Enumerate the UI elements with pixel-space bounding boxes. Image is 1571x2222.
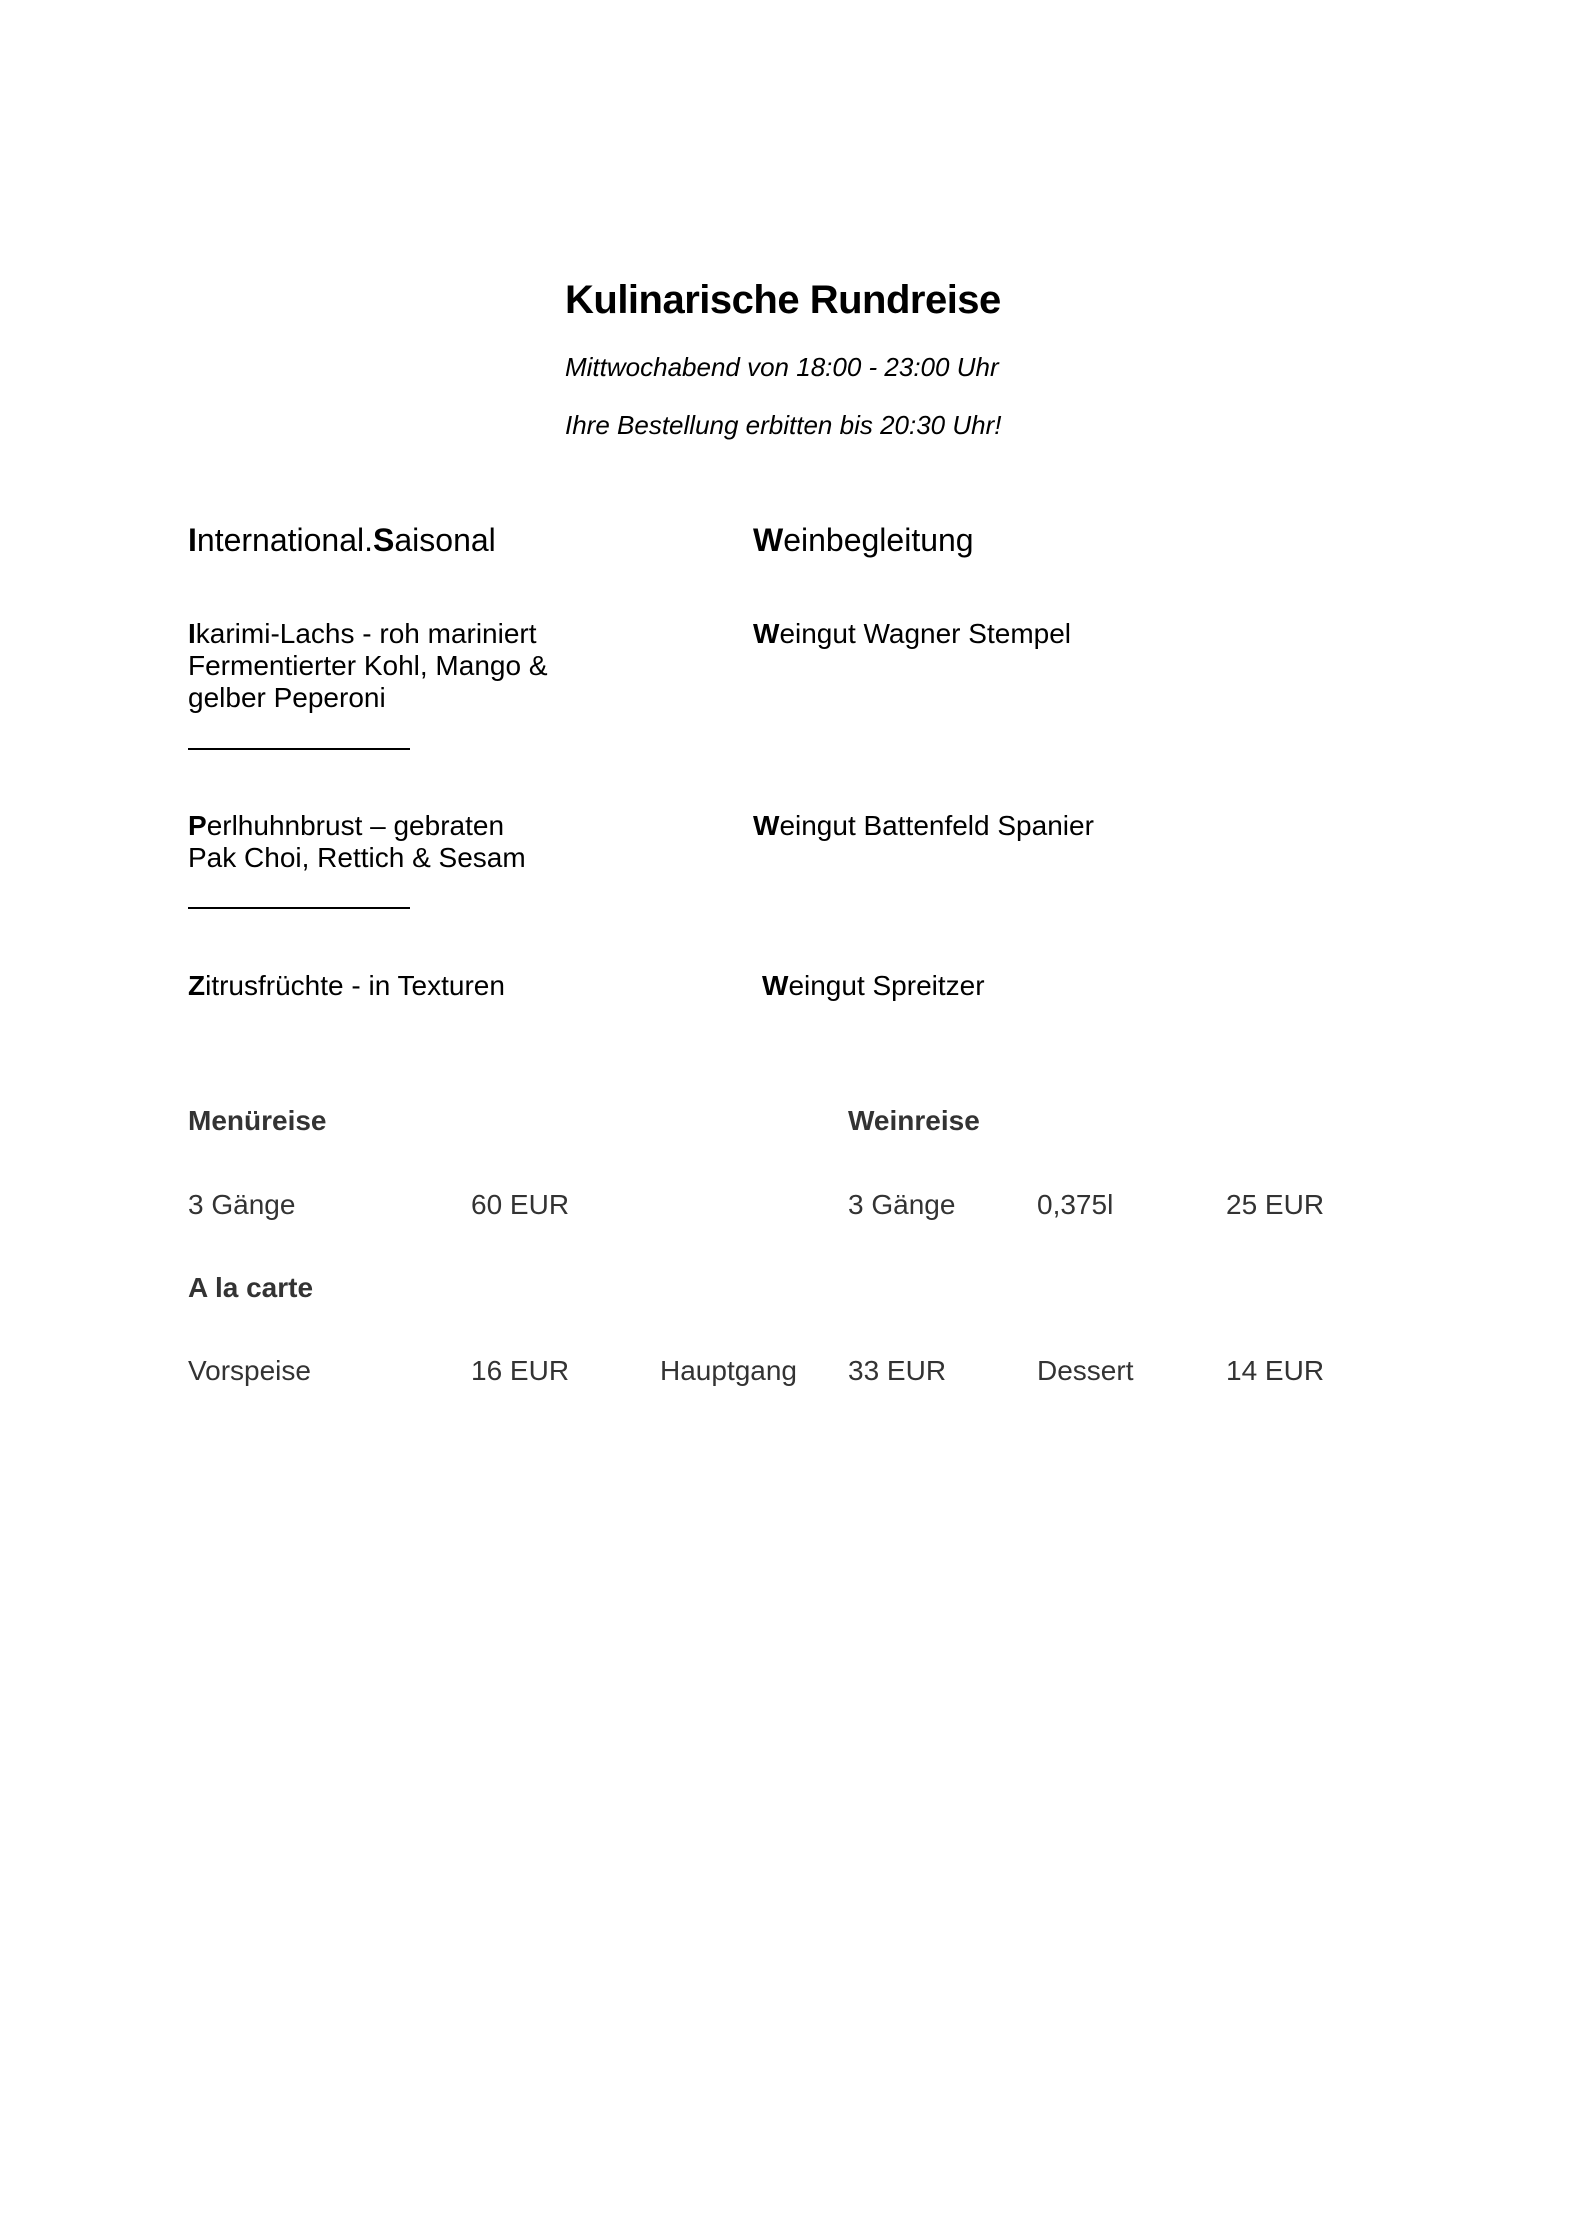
menu-trip-price: 60 EUR: [471, 1189, 570, 1220]
menu-heading-part-2: aisonal: [394, 522, 496, 558]
menu-heading-initial-1: I: [188, 522, 197, 558]
course-1-description-line-2: gelber Peperoni: [188, 682, 386, 713]
dessert-price: 14 EUR: [1226, 1355, 1325, 1386]
page-title: Kulinarische Rundreise: [565, 278, 1001, 322]
menu-heading-part-1: nternational.: [196, 522, 374, 558]
course-2: [188, 810, 526, 874]
course-1-description-line-1: Fermentierter Kohl, Mango &: [188, 650, 548, 681]
wine-pairing-3: [762, 970, 985, 1002]
wine-heading-initial: W: [753, 522, 784, 558]
wine-pairing-1: [753, 618, 1071, 650]
menu-heading-initial-2: S: [373, 522, 395, 558]
wine-pairing-1-rest: eingut Wagner Stempel: [779, 618, 1072, 649]
wine-trip-heading: Weinreise: [848, 1105, 980, 1136]
course-1-name-rest: karimi-Lachs - roh mariniert: [195, 618, 537, 649]
order-deadline-note: Ihre Bestellung erbitten bis 20:30 Uhr!: [565, 410, 1002, 440]
menu-trip-heading: Menüreise: [188, 1105, 327, 1136]
course-1: [188, 618, 548, 714]
wine-trip-courses: 3 Gänge: [848, 1189, 956, 1220]
starter-price: 16 EUR: [471, 1355, 570, 1386]
course-divider-1: [188, 748, 410, 750]
course-2-initial: P: [188, 810, 207, 841]
opening-hours: Mittwochabend von 18:00 - 23:00 Uhr: [565, 352, 999, 382]
course-2-description-line-1: Pak Choi, Rettich & Sesam: [188, 842, 526, 873]
wine-pairing-1-initial: W: [753, 618, 780, 649]
starter-label: Vorspeise: [188, 1355, 311, 1386]
menu-trip-courses: 3 Gänge: [188, 1189, 296, 1220]
course-3-name-rest: itrusfrüchte - in Texturen: [205, 970, 505, 1001]
dessert-label: Dessert: [1037, 1355, 1134, 1386]
course-2-name-rest: erlhuhnbrust – gebraten: [206, 810, 505, 841]
course-1-initial: I: [188, 618, 196, 649]
wine-trip-price: 25 EUR: [1226, 1189, 1325, 1220]
wine-pairing-2: [753, 810, 1094, 842]
course-divider-2: [188, 907, 410, 909]
course-2-name: [188, 810, 526, 842]
wine-pairing-3-initial: W: [762, 970, 789, 1001]
course-3: [188, 970, 505, 1002]
wine-trip-volume: 0,375l: [1037, 1189, 1114, 1220]
wine-pairing-2-rest: eingut Battenfeld Spanier: [779, 810, 1094, 841]
main-course-label: Hauptgang: [660, 1355, 798, 1386]
menu-section-heading: [188, 522, 496, 559]
main-course-price: 33 EUR: [848, 1355, 947, 1386]
course-3-initial: Z: [188, 970, 206, 1001]
course-1-name: [188, 618, 548, 650]
wine-heading-rest: einbegleitung: [783, 522, 974, 558]
a-la-carte-heading: A la carte: [188, 1272, 314, 1303]
wine-pairing-3-rest: eingut Spreitzer: [788, 970, 985, 1001]
wine-section-heading: [753, 522, 974, 559]
wine-pairing-2-initial: W: [753, 810, 780, 841]
